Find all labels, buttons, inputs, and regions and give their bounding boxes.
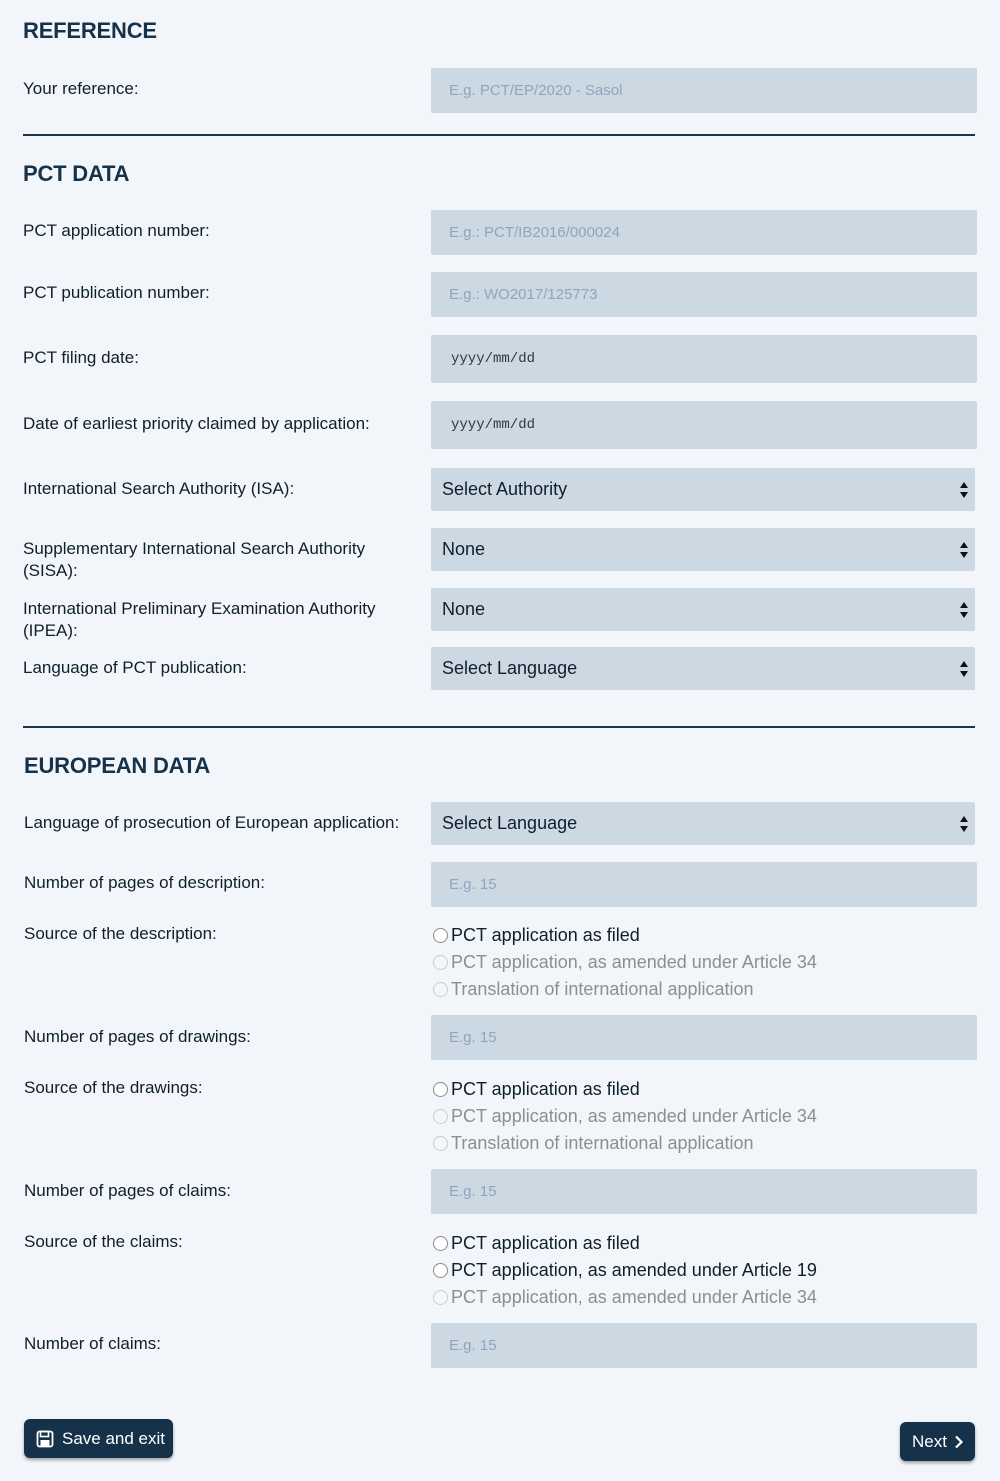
claims-source-option-art34[interactable] xyxy=(433,1286,817,1308)
prosecution-language-select[interactable] xyxy=(431,802,975,845)
next-button[interactable] xyxy=(900,1422,975,1461)
claims-count-input[interactable] xyxy=(431,1323,977,1368)
sisa-select-value: None xyxy=(442,539,486,559)
ipea-select[interactable] xyxy=(431,588,975,631)
select-arrows-icon xyxy=(959,601,969,619)
claims-pages-input[interactable] xyxy=(431,1169,977,1214)
next-label: Next xyxy=(912,1431,947,1451)
radio-button[interactable] xyxy=(433,1290,448,1305)
radio-label: PCT application, as amended under Article 34 xyxy=(451,1105,817,1126)
prosecution-language-select-value: Select Language xyxy=(442,813,578,833)
radio-button[interactable] xyxy=(433,1263,448,1278)
radio-label: Translation of international application xyxy=(451,978,754,999)
sisa-label-line1: Supplementary International Search Authority xyxy=(23,539,366,558)
chevron-right-icon xyxy=(954,1435,964,1449)
sisa-label-line2: (SISA): xyxy=(23,561,78,580)
radio-label: Translation of international application xyxy=(451,1132,754,1153)
radio-button[interactable] xyxy=(433,1136,448,1151)
isa-label: International Search Authority (ISA): xyxy=(23,479,295,498)
radio-label: PCT application, as amended under Article 19 xyxy=(451,1259,817,1280)
priority-date-label: Date of earliest priority claimed by application: xyxy=(23,414,370,433)
your-reference-input[interactable] xyxy=(431,68,977,113)
description-pages-input[interactable] xyxy=(431,862,977,907)
pct-application-number-input[interactable] xyxy=(431,210,977,255)
select-arrows-icon xyxy=(959,481,969,499)
section-divider xyxy=(23,726,975,728)
drawings-source-label: Source of the drawings: xyxy=(24,1078,203,1097)
floppy-disk-icon xyxy=(36,1430,54,1448)
description-source-option-filed[interactable] xyxy=(433,924,640,946)
radio-button[interactable] xyxy=(433,955,448,970)
pct-language-select-value: Select Language xyxy=(442,658,578,678)
section-divider xyxy=(23,134,975,136)
pct-language-select[interactable] xyxy=(431,647,975,690)
isa-select[interactable] xyxy=(431,468,975,511)
claims-source-option-art19[interactable] xyxy=(433,1259,817,1281)
drawings-source-option-art34[interactable] xyxy=(433,1105,817,1127)
your-reference-label: Your reference: xyxy=(23,79,139,98)
drawings-source-option-filed[interactable] xyxy=(433,1078,640,1100)
radio-button[interactable] xyxy=(433,928,448,943)
description-pages-label: Number of pages of description: xyxy=(24,873,265,892)
radio-button[interactable] xyxy=(433,982,448,997)
pct-filing-date-label: PCT filing date: xyxy=(23,348,139,367)
sisa-select[interactable] xyxy=(431,528,975,571)
reference-heading: REFERENCE xyxy=(23,18,157,43)
radio-button[interactable] xyxy=(433,1109,448,1124)
claims-source-label: Source of the claims: xyxy=(24,1232,183,1251)
pct-filing-date-placeholder: yyyy/mm/dd xyxy=(451,351,536,367)
drawings-pages-label: Number of pages of drawings: xyxy=(24,1027,251,1046)
radio-button[interactable] xyxy=(433,1236,448,1251)
claims-pages-label: Number of pages of claims: xyxy=(24,1181,231,1200)
description-source-option-art34[interactable] xyxy=(433,951,817,973)
pct-data-heading: PCT DATA xyxy=(23,161,130,186)
select-arrows-icon xyxy=(959,815,969,833)
ipea-select-value: None xyxy=(442,599,486,619)
sisa-label xyxy=(23,538,365,582)
save-and-exit-button[interactable] xyxy=(24,1419,173,1458)
european-data-heading: EUROPEAN DATA xyxy=(24,753,211,778)
pct-language-label: Language of PCT publication: xyxy=(23,658,247,677)
radio-button[interactable] xyxy=(433,1082,448,1097)
radio-label: PCT application as filed xyxy=(451,1078,640,1099)
drawings-source-option-translation[interactable] xyxy=(433,1132,754,1154)
radio-label: PCT application as filed xyxy=(451,924,640,945)
pct-publication-number-input[interactable] xyxy=(431,272,977,317)
pct-filing-date-input[interactable] xyxy=(431,335,977,383)
description-source-option-translation[interactable] xyxy=(433,978,754,1000)
select-arrows-icon xyxy=(959,541,969,559)
priority-date-placeholder: yyyy/mm/dd xyxy=(451,417,536,433)
radio-label: PCT application, as amended under Article 34 xyxy=(451,951,817,972)
save-and-exit-label: Save and exit xyxy=(62,1428,166,1448)
ipea-label-line2: (IPEA): xyxy=(23,621,78,640)
ipea-label-line1: International Preliminary Examination Authority xyxy=(23,599,376,618)
description-source-label: Source of the description: xyxy=(24,924,217,943)
radio-label: PCT application as filed xyxy=(451,1232,640,1253)
isa-select-value: Select Authority xyxy=(442,479,568,499)
radio-label: PCT application, as amended under Article 34 xyxy=(451,1286,817,1307)
claims-count-label: Number of claims: xyxy=(24,1334,161,1353)
ipea-label xyxy=(23,598,375,642)
select-arrows-icon xyxy=(959,660,969,678)
pct-application-number-label: PCT application number: xyxy=(23,221,210,240)
prosecution-language-label: Language of prosecution of European application: xyxy=(24,813,400,832)
priority-date-input[interactable] xyxy=(431,401,977,449)
claims-source-option-filed[interactable] xyxy=(433,1232,640,1254)
pct-publication-number-label: PCT publication number: xyxy=(23,283,210,302)
drawings-pages-input[interactable] xyxy=(431,1015,977,1060)
